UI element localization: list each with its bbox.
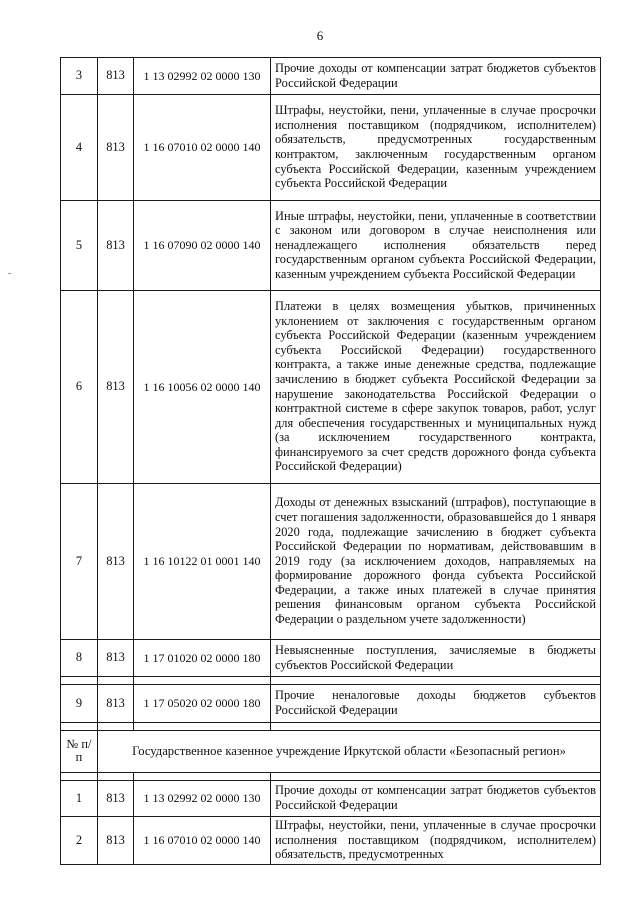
spacer-cell xyxy=(98,773,134,781)
table-row xyxy=(61,484,601,640)
table-row xyxy=(61,685,601,723)
budget-classification-code: 1 13 02992 02 0000 130 xyxy=(134,781,271,817)
budget-classification-code: 1 13 02992 02 0000 130 xyxy=(134,58,271,95)
income-description: Штрафы, неустойки, пени, уплаченные в случае просрочки исполнения поставщиком (подрядчиком, исполнителем) обязательств, предусмотренных государственным контрактом, заключенным государственным органом субъекта Российской Федерации, казенным учреждением субъекта Российской Федерации xyxy=(271,95,601,201)
admin-code: 813 xyxy=(98,58,134,95)
page-number: 6 xyxy=(316,28,324,43)
section-title: Государственное казенное учреждение Иркутской области «Безопасный регион» xyxy=(98,731,601,773)
income-description: Доходы от денежных взысканий (штрафов), поступающие в счет погашения задолженности, образовавшейся до 1 января 2020 года, подлежащие зачислению в бюджет субъекта Российской Федерации по нормативам, действовавшим в 2019 году (за исключением доходов, направляемых на формирование дорожного фонда субъекта Российской Федерации, а также иных платежей в случае принятия решения финансовым органом субъекта Российской Федерации о раздельном учете задолженности) xyxy=(271,484,601,640)
income-description: Прочие доходы от компенсации затрат бюджетов субъектов Российской Федерации xyxy=(271,781,601,817)
spacer-cell xyxy=(98,677,134,685)
table-row xyxy=(61,95,601,201)
spacer-cell xyxy=(271,677,601,685)
section-number-label: № п/п xyxy=(61,731,98,773)
spacer-cell xyxy=(134,773,271,781)
budget-classification-code: 1 17 05020 02 0000 180 xyxy=(134,685,271,723)
spacer-cell xyxy=(134,723,271,731)
table-row xyxy=(61,58,601,95)
income-code-table xyxy=(60,57,601,865)
row-number: 7 xyxy=(61,484,98,640)
row-number: 2 xyxy=(61,817,98,865)
spacer-cell xyxy=(61,773,98,781)
admin-code: 813 xyxy=(98,95,134,201)
admin-code: 813 xyxy=(98,201,134,291)
spacer-cell xyxy=(61,677,98,685)
row-number: 3 xyxy=(61,58,98,95)
admin-code: 813 xyxy=(98,640,134,677)
row-number: 1 xyxy=(61,781,98,817)
row-number: 4 xyxy=(61,95,98,201)
row-number: 6 xyxy=(61,291,98,484)
spacer-cell xyxy=(61,723,98,731)
budget-classification-code: 1 16 07090 02 0000 140 xyxy=(134,201,271,291)
spacer-cell xyxy=(98,723,134,731)
table-row xyxy=(61,817,601,865)
admin-code: 813 xyxy=(98,685,134,723)
admin-code: 813 xyxy=(98,817,134,865)
budget-classification-code: 1 16 10122 01 0001 140 xyxy=(134,484,271,640)
budget-classification-code: 1 17 01020 02 0000 180 xyxy=(134,640,271,677)
spacer-cell xyxy=(271,773,601,781)
income-description: Иные штрафы, неустойки, пени, уплаченные в соответствии с законом или договором в случае неисполнения или ненадлежащего исполнения обязательств перед государственным органом субъекта Российской Федерации, казенным учреждением субъекта Российской Федерации xyxy=(271,201,601,291)
admin-code: 813 xyxy=(98,291,134,484)
income-description: Прочие доходы от компенсации затрат бюджетов субъектов Российской Федерации xyxy=(271,58,601,95)
budget-classification-code: 1 16 10056 02 0000 140 xyxy=(134,291,271,484)
spacer-cell xyxy=(271,723,601,731)
admin-code: 813 xyxy=(98,781,134,817)
table-row xyxy=(61,201,601,291)
admin-code: 813 xyxy=(98,484,134,640)
budget-classification-code: 1 16 07010 02 0000 140 xyxy=(134,817,271,865)
income-description: Прочие неналоговые доходы бюджетов субъектов Российской Федерации xyxy=(271,685,601,723)
row-spacer xyxy=(61,773,601,781)
row-spacer xyxy=(61,677,601,685)
section-header-row xyxy=(61,731,601,773)
row-number: 5 xyxy=(61,201,98,291)
income-description: Невыясненные поступления, зачисляемые в бюджеты субъектов Российской Федерации xyxy=(271,640,601,677)
income-description: Платежи в целях возмещения убытков, причиненных уклонением от заключения с государственным органом субъекта Российской Федерации (казенным учреждением субъекта Российской Федерации) государственного контракта, а также иные денежные средства, подлежащие зачислению в бюджет субъекта Российской Федерации за нарушение законодательства Российской Федерации о контрактной системе в сфере закупок товаров, работ, услуг для обеспечения государственных и муниципальных нужд (за исключением государственного контракта, финансируемого за счет средств дорожного фонда субъекта Российской Федерации) xyxy=(271,291,601,484)
row-number: 9 xyxy=(61,685,98,723)
table-row xyxy=(61,640,601,677)
income-description: Штрафы, неустойки, пени, уплаченные в случае просрочки исполнения поставщиком (подрядчиком, исполнителем) обязательств, предусмотренных xyxy=(271,817,601,865)
spacer-cell xyxy=(134,677,271,685)
row-spacer xyxy=(61,723,601,731)
row-number: 8 xyxy=(61,640,98,677)
table-row xyxy=(61,781,601,817)
margin-mark: - xyxy=(8,268,12,279)
table-row xyxy=(61,291,601,484)
budget-classification-code: 1 16 07010 02 0000 140 xyxy=(134,95,271,201)
